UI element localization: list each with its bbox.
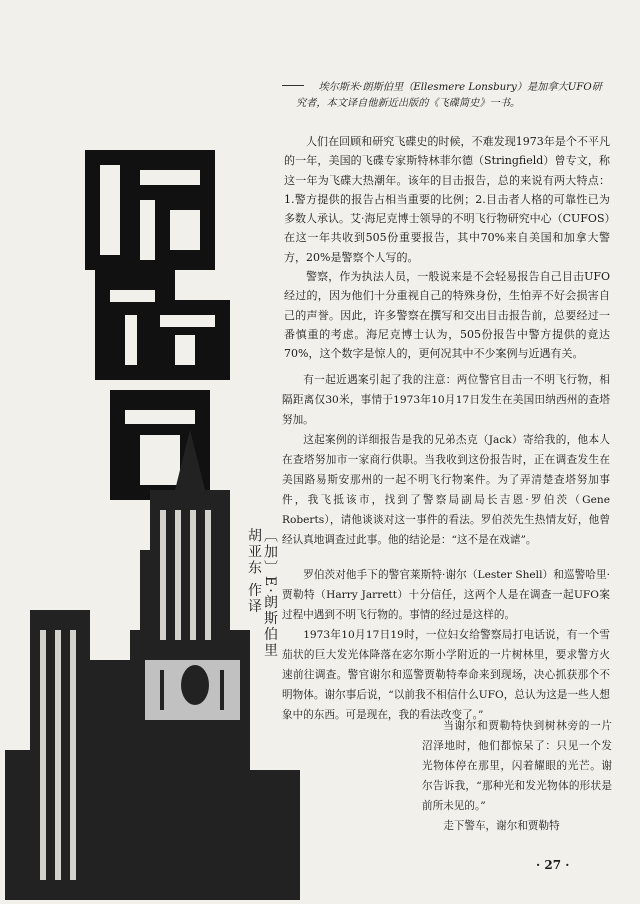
paragraph: 有一起近遇案引起了我的注意：两位警官目击一不明飞行物，相隔距离仅30米，事情于1973年10月17日发生在美国田纳西州的查塔努加。 (282, 374, 610, 426)
page-number: · 27 · (536, 858, 570, 872)
translator: 胡亚东 作译 (246, 528, 262, 615)
article-body-bottom (422, 716, 612, 836)
byline (248, 528, 278, 659)
paragraph: 走下警车，谢尔和贾勒特 (443, 820, 560, 832)
paragraph: 人们在回顾和研究飞碟史的时候，不难发现1973年是个不平凡的一年，美国的飞碟专家斯特林菲尔德（Stringfield）曾专文，称这一年为飞碟大热潮年。该年的目击报告，总的来说有两大特点：1.警方提供的报告占相当重要的比例；2.目击者人格的可靠性已为多数人承认。艾·海尼克博士领导的不明飞行物研究中心（CUFOS）在这一年共收到505份重要报告，其中70%来自美国和加拿大警方，20%是警察个人写的。 (284, 135, 610, 264)
paragraph: 这起案例的详细报告是我的兄弟杰克（Jack）寄给我的，他本人在查塔努加市一家商行供职。当我收到这份报告时，正在调查发生在美国路易斯安那州的一起不明飞行物案件。为了弄清楚查塔努加事件，我飞抵该市，找到了警察局副局长吉恩·罗伯茨（Gene Roberts），请他谈谈对这一事件的看法。罗伯茨先生热情友好，他曾经认真地调查过此事。他的结论是：“这不是在戏谑”。 (282, 434, 610, 546)
woodcut-illustration (0, 70, 300, 900)
article-body-top (284, 132, 610, 364)
article-body-lower (282, 565, 610, 725)
paragraph: 罗伯茨对他手下的警官莱斯特·谢尔（Lester Shell）和巡警哈里·贾勒特（Harry Jarrett）十分信任，这两个人是在调查一起UFO案过程中遇到不明飞行物的。事情的经过是这样的。 (282, 569, 610, 621)
figure-icon (181, 665, 209, 705)
paragraph: 1973年10月17日19时，一位妇女给警察局打电话说，有一个雪茄状的巨大发光体降落在宓尔斯小学附近的一片树林里，要求警方火速前往调查。警官谢尔和巡警贾勒特奉命来到现场，决心抓获那个不明物体。谢尔事后说，“以前我不相信什么UFO，总认为这是一些人想象中的东西。可是现在，我的看法改变了。” (282, 629, 610, 721)
paragraph: 当谢尔和贾勒特快到树林旁的一片沼泽地时，他们都惊呆了：只见一个发光物体停在那里，闪着耀眼的光芒。谢尔告诉我，“那种光和发光物体的形状是前所未见的。” (422, 720, 612, 812)
intro-note: 埃尔斯米·朗斯伯里（Ellesmere Lonsbury）是加拿大UFO研究者，本文译自他新近出版的《飞碟简史》一书。 (296, 82, 602, 109)
author: 〔加〕E·朗斯伯里 (262, 528, 278, 659)
article-body-middle (282, 370, 610, 550)
paragraph: 警察，作为执法人员，一般说来是不会轻易报告自己目击UFO经过的，因为他们十分重视自己的特殊身份，生怕弄不好会损害自己的声誉。因此，许多警察在撰写和交出目击报告前，总要经过一番慎重的考虑。海尼克博士认为，505份报告中警方提供的竟达70%，这个数字是惊人的，更何况其中不少案例与近遇有关。 (284, 270, 610, 361)
